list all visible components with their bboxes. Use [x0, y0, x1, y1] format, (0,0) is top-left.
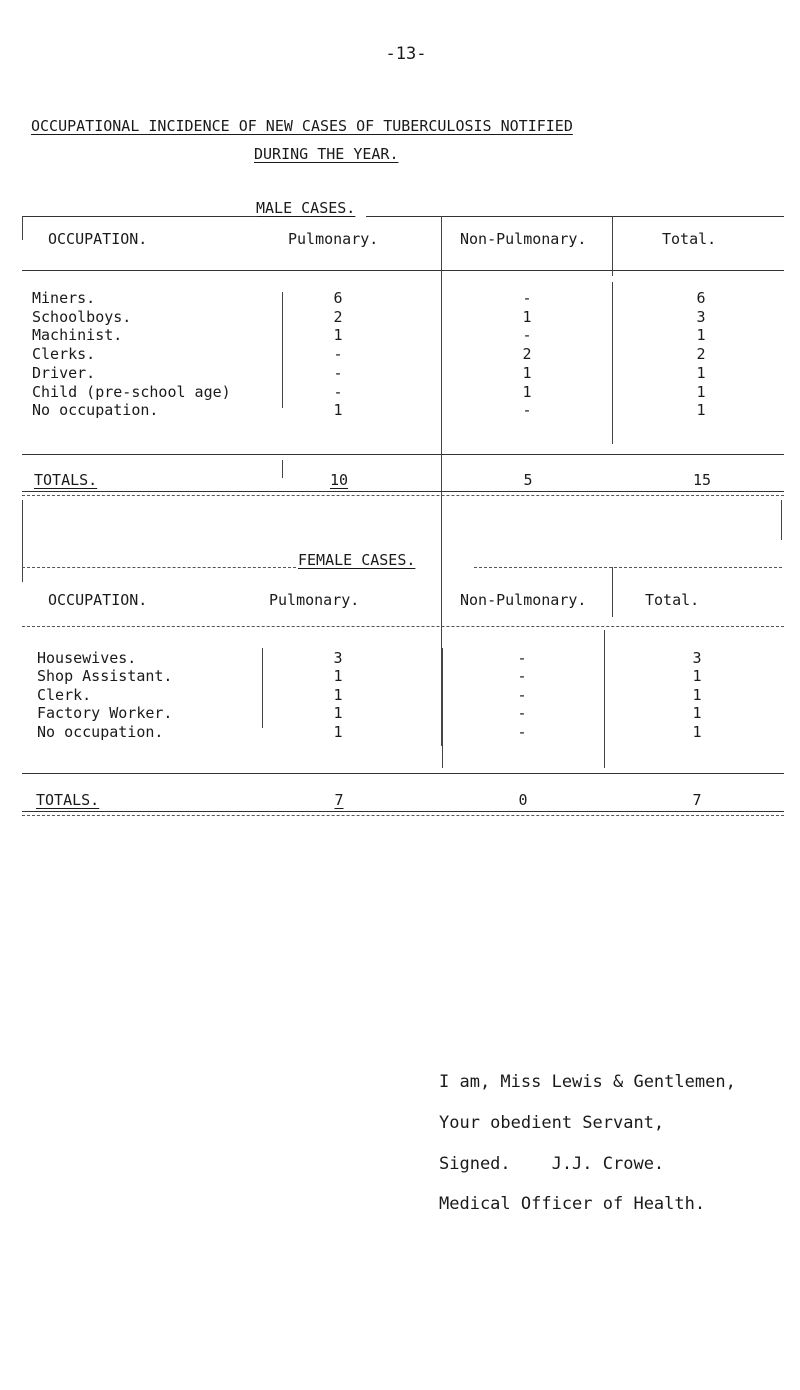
row-occupation: Factory Worker.	[37, 704, 173, 723]
row-non-pulmonary: -	[522, 401, 532, 420]
table-row	[0, 326, 800, 346]
row-occupation: Driver.	[32, 363, 96, 382]
female-totals-pulmonary: 7	[334, 791, 344, 809]
row-occupation: Clerks.	[32, 345, 96, 364]
row-total: 6	[696, 289, 706, 307]
row-pulmonary: 1	[333, 401, 343, 420]
row-non-pulmonary: -	[522, 289, 532, 307]
table-row	[0, 649, 800, 669]
row-occupation: Machinist.	[32, 326, 123, 345]
female-double-rule	[22, 811, 784, 816]
row-total: 1	[692, 722, 702, 741]
male-header-non-pulmonary: Non-Pulmonary.	[460, 230, 587, 248]
row-occupation: Miners.	[32, 289, 96, 307]
male-top-rule-right	[366, 216, 784, 217]
closing-title: Medical Officer of Health.	[439, 1194, 706, 1214]
row-occupation: Child (pre-school age)	[32, 382, 231, 401]
row-pulmonary: -	[333, 345, 343, 364]
male-body-rule	[22, 454, 784, 455]
row-occupation: Clerk.	[37, 685, 92, 704]
document-title: OCCUPATIONAL INCIDENCE OF NEW CASES OF TUBERCULOSIS NOTIFIED	[31, 117, 573, 135]
row-total: 3	[692, 649, 702, 667]
row-pulmonary: 1	[333, 704, 343, 723]
row-total: 1	[696, 382, 706, 401]
row-non-pulmonary: 1	[522, 307, 532, 326]
row-occupation: No occupation.	[37, 722, 164, 741]
closing-servant: Your obedient Servant,	[439, 1113, 665, 1133]
row-total: 1	[696, 326, 706, 345]
male-header-rule	[22, 270, 784, 271]
female-header-row	[0, 591, 800, 611]
female-totals-total: 7	[692, 791, 702, 809]
row-non-pulmonary: -	[517, 685, 527, 704]
row-non-pulmonary: -	[517, 704, 527, 723]
row-pulmonary: -	[333, 382, 343, 401]
table-row	[0, 723, 800, 743]
female-header-non-pulmonary: Non-Pulmonary.	[460, 591, 587, 609]
table-row	[0, 364, 800, 384]
table-row	[0, 308, 800, 328]
male-header-pulmonary: Pulmonary.	[288, 230, 379, 248]
row-pulmonary: 3	[333, 649, 343, 667]
male-totals-label: TOTALS.	[34, 471, 98, 489]
row-non-pulmonary: 1	[522, 382, 532, 401]
male-totals-non-pulmonary: 5	[523, 471, 533, 489]
male-header-total: Total.	[662, 230, 717, 248]
row-pulmonary: 2	[333, 307, 343, 326]
row-pulmonary: 1	[333, 667, 343, 686]
closing-salutation: I am, Miss Lewis & Gentlemen,	[439, 1072, 736, 1092]
male-totals-total: 15	[692, 471, 712, 489]
table-row	[0, 289, 800, 309]
male-header-row	[0, 230, 800, 250]
row-non-pulmonary: -	[517, 649, 527, 667]
page-number: -13-	[385, 44, 427, 64]
female-header-rule	[22, 626, 784, 627]
row-total: 1	[692, 704, 702, 723]
female-section-title: FEMALE CASES.	[298, 551, 416, 569]
table-row	[0, 345, 800, 365]
row-occupation: Shop Assistant.	[37, 667, 173, 686]
male-totals-row	[0, 471, 800, 491]
table-row	[0, 686, 800, 706]
row-pulmonary: 1	[333, 326, 343, 345]
table-row	[0, 704, 800, 724]
female-header-pulmonary: Pulmonary.	[269, 591, 360, 609]
row-pulmonary: 6	[333, 289, 343, 307]
male-section-title: MALE CASES.	[256, 199, 356, 217]
row-occupation: Schoolboys.	[32, 307, 132, 326]
row-non-pulmonary: -	[517, 667, 527, 686]
closing-signed: Signed. J.J. Crowe.	[439, 1154, 665, 1174]
row-total: 3	[696, 307, 706, 326]
female-totals-label: TOTALS.	[36, 791, 100, 809]
row-non-pulmonary: 2	[522, 345, 532, 364]
female-top-rule-left	[22, 567, 296, 568]
row-non-pulmonary: -	[522, 326, 532, 345]
document-subtitle: DURING THE YEAR.	[254, 145, 399, 163]
row-pulmonary: -	[333, 363, 343, 382]
female-header-occupation: OCCUPATION.	[48, 591, 148, 609]
male-header-occupation: OCCUPATION.	[48, 230, 148, 248]
row-non-pulmonary: -	[517, 722, 527, 741]
female-body-rule	[22, 773, 784, 774]
female-left-edge	[22, 500, 23, 582]
row-total: 1	[696, 363, 706, 382]
female-top-rule-right	[474, 567, 782, 568]
male-totals-pulmonary: 10	[329, 471, 349, 489]
row-total: 1	[696, 401, 706, 420]
table-row	[0, 401, 800, 421]
female-totals-non-pulmonary: 0	[518, 791, 528, 809]
table-row	[0, 667, 800, 687]
row-occupation: Housewives.	[37, 649, 137, 667]
female-totals-row	[0, 791, 800, 811]
row-occupation: No occupation.	[32, 401, 159, 420]
male-top-rule-left	[22, 216, 258, 217]
row-total: 2	[696, 345, 706, 364]
table-row	[0, 383, 800, 403]
female-header-total: Total.	[645, 591, 700, 609]
row-total: 1	[692, 667, 702, 686]
female-right-edge	[781, 500, 782, 540]
male-double-rule	[22, 491, 784, 496]
row-total: 1	[692, 685, 702, 704]
row-pulmonary: 1	[333, 722, 343, 741]
row-non-pulmonary: 1	[522, 363, 532, 382]
row-pulmonary: 1	[333, 685, 343, 704]
